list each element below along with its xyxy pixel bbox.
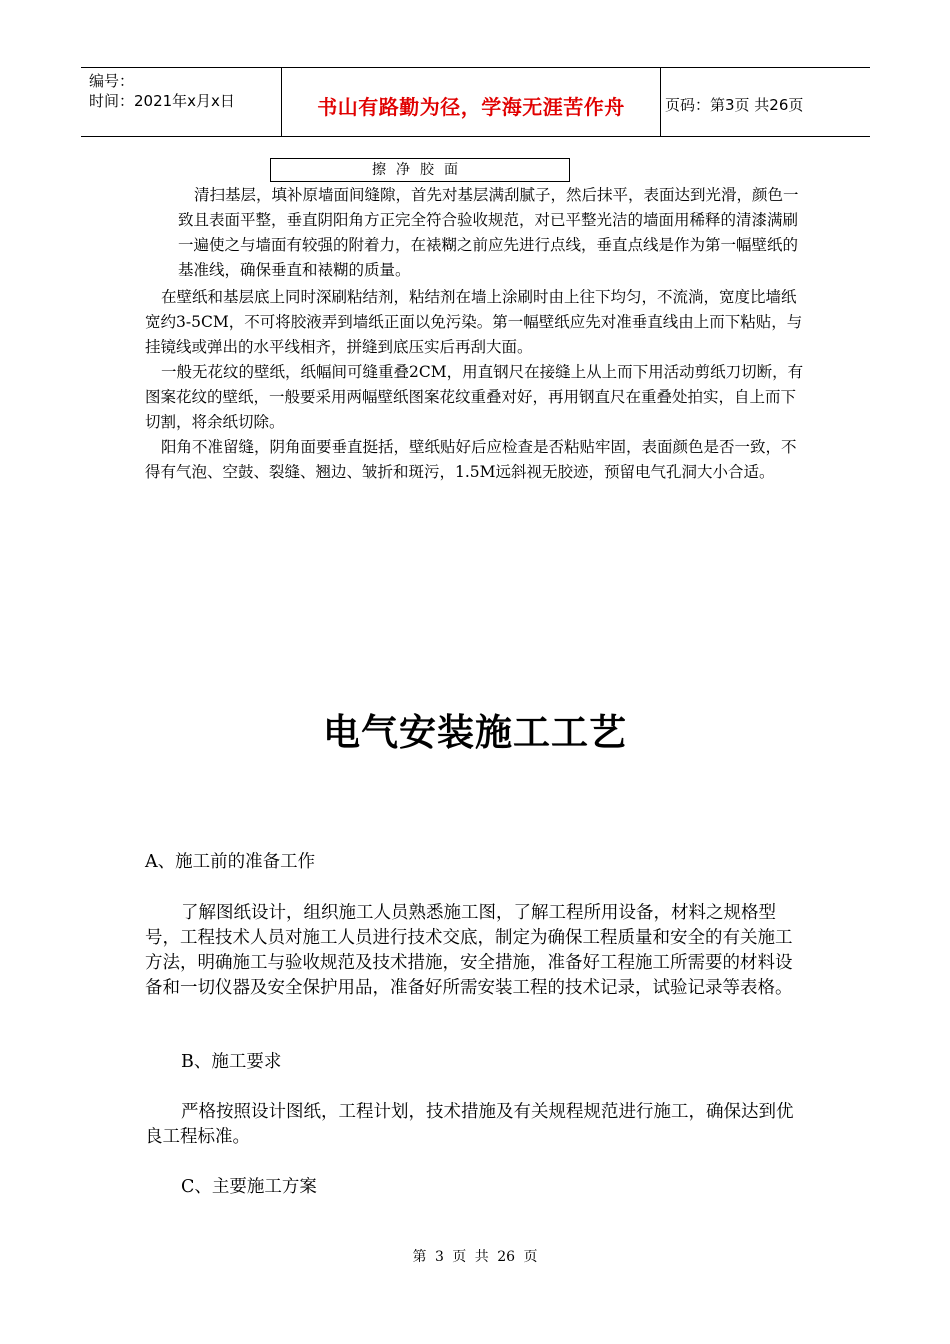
flow-box-label: 擦净胶面 xyxy=(270,158,570,182)
header-page-number: 页码：第3页 共26页 xyxy=(665,96,804,114)
wallpaper-paragraph-2: 在壁纸和基层底上同时深刷粘结剂，粘结剂在墙上涂刷时由上往下均匀，不流淌，宽度比墙纸宽约3-5CM，不可将胶液弄到墙纸正面以免污染。第一幅壁纸应先对准垂直线由上而下粘贴，与挂镜线或弹出的水平线相齐，拼缝到底压实后再刮大面。 xyxy=(145,288,803,356)
document-date: 时间：2021年x月x日 xyxy=(89,92,235,110)
heading-b: B、施工要求 xyxy=(181,1052,282,1072)
header-motto-cell xyxy=(281,68,661,136)
wallpaper-paragraph-1: 清扫基层，填补原墙面间缝隙，首先对基层满刮腻子，然后抹平，表面达到光滑，颜色一致且表面平整，垂直阴阳角方正完全符合验收规范，对已平整光洁的墙面用稀释的清漆满刷一遍使之与墙面有较强的附着力，在裱糊之前应先进行点线，垂直点线是作为第一幅壁纸的基准线，确保垂直和裱糊的质量。 xyxy=(178,186,799,279)
heading-c: C、主要施工方案 xyxy=(181,1177,317,1197)
heading-a: A、施工前的准备工作 xyxy=(145,852,316,872)
wallpaper-paragraph-3: 一般无花纹的壁纸，纸幅间可缝重叠2CM，用直钢尺在接缝上从上而下用活动剪纸刀切断，有图案花纹的壁纸，一般要采用两幅壁纸图案花纹重叠对好，再用钢直尺在重叠处拍实，自上而下切割，将余纸切除。 xyxy=(145,363,804,431)
wallpaper-paragraph-4: 阳角不准留缝，阴角面要垂直挺括，壁纸贴好后应检查是否粘贴牢固，表面颜色是否一致，不得有气泡、空鼓、裂缝、翘边、皱折和斑污，1.5M远斜视无胶迹，预留电气孔洞大小合适。 xyxy=(145,438,797,481)
document-number: 编号： xyxy=(89,72,135,90)
page-footer: 第 3 页 共 26 页 xyxy=(412,1249,538,1265)
page-header xyxy=(81,67,870,137)
wallpaper-paragraphs xyxy=(145,285,810,485)
header-meta xyxy=(89,71,279,111)
header-motto: 书山有路勤为径，学海无涯苦作舟 xyxy=(317,95,625,119)
body-a: 了解图纸设计，组织施工人员熟悉施工图，了解工程所用设备，材料之规格型号，工程技术人员对施工人员进行技术交底，制定为确保工程质量和安全的有关施工方法，明确施工与验收规范及技术措施，安全措施，准备好工程施工所需要的材料设备和一切仪器及安全保护用品，准备好所需安装工程的技术记录，试验记录等表格。 xyxy=(145,903,793,998)
body-b: 严格按照设计图纸，工程计划，技术措施及有关规程规范进行施工，确保达到优良工程标准。 xyxy=(145,1102,794,1147)
section-title: 电气安装施工工艺 xyxy=(323,710,627,754)
